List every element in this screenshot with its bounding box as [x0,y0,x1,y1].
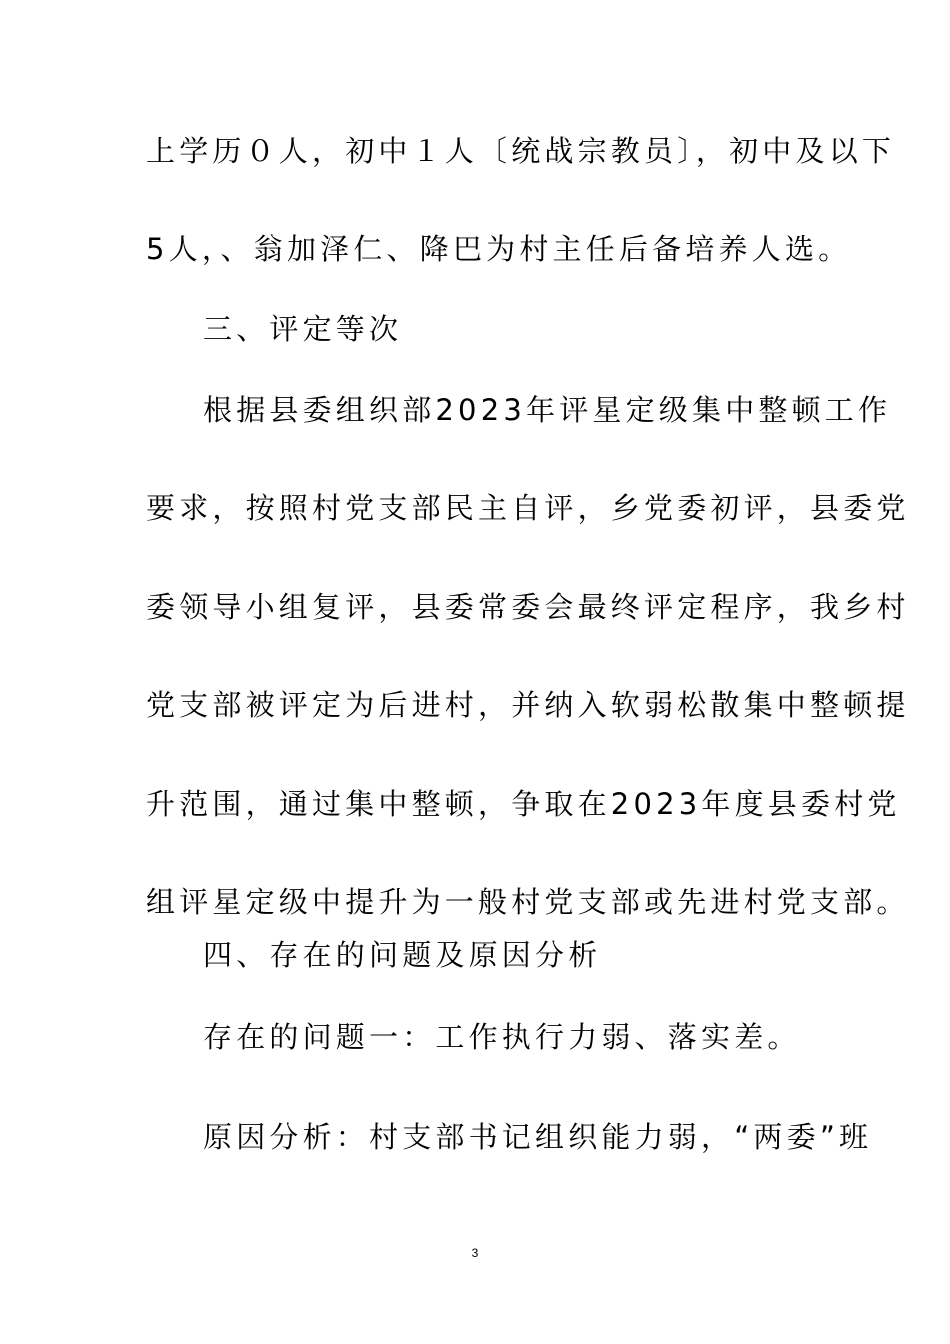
body-text-line: 党支部被评定为后进村，并纳入软弱松散集中整顿提 [146,688,910,722]
body-text-line: 委领导小组复评，县委常委会最终评定程序，我乡村 [146,590,910,624]
cause-analysis: 原因分析：村支部书记组织能力弱，“两委”班 [203,1120,873,1154]
body-text-line: 组评星定级中提升为一般村党支部或先进村党支部。 [146,885,910,919]
paragraph-first-line: 根据县委组织部2023年评星定级集中整顿工作 [203,393,892,427]
section-heading-problems: 四、存在的问题及原因分析 [203,938,602,972]
body-text-line: 5人，、翁加泽仁、降巴为村主任后备培养人选。 [146,232,852,266]
body-text-line: 升范围，通过集中整顿，争取在2023年度县委村党 [146,787,901,821]
body-text-line: 要求，按照村党支部民主自评，乡党委初评，县委党 [146,491,910,525]
section-heading-rating: 三、评定等次 [203,312,403,346]
page-number: 3 [471,1246,479,1260]
problem-statement: 存在的问题一：工作执行力弱、落实差。 [203,1020,801,1054]
body-text-line: 上学历０人，初中１人〔统战宗教员〕，初中及以下 [146,134,896,168]
